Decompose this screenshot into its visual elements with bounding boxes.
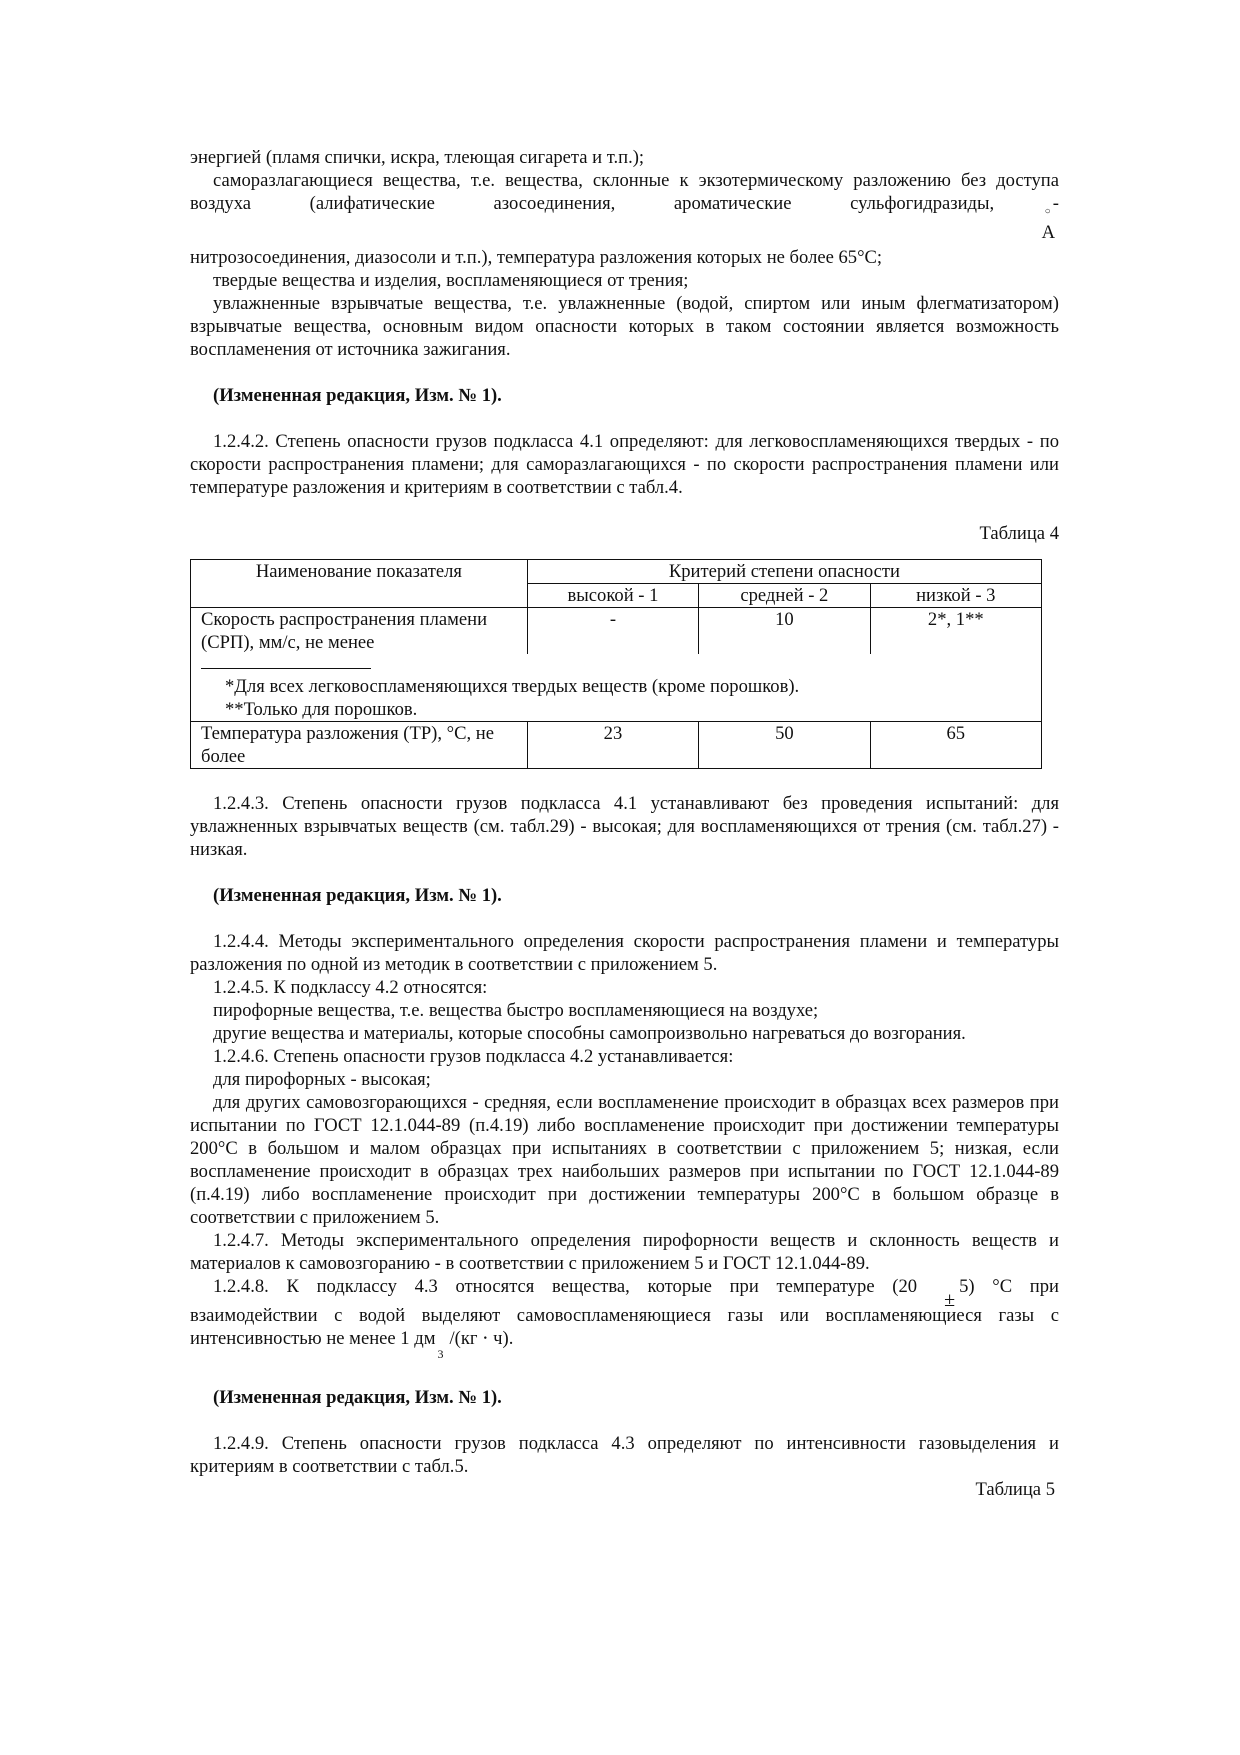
paragraph: увлажненные взрывчатые вещества, т.е. увлажненные (водой, спиртом или иным флегматизатором) взрывчатые вещества, основным видом опасности которых в таком состоянии является возможность воспламенения от источника зажигания.	[190, 293, 1059, 360]
table-header-mid: средней - 2	[699, 584, 870, 608]
table-row-name: Температура разложения (ТР), °С, не более	[191, 722, 528, 769]
table-header-low: низкой - 3	[870, 584, 1041, 608]
paragraph: для других самовозгорающихся - средняя, если воспламенение происходит в образцах всех размеров при испытании по ГОСТ 12.1.044-89 (п.4.19) либо воспламенение происходит при достижении температуры 200°С в большом и малом образцах при испытаниях в соответствии с приложением 5; низкая, если воспламенение происходит в образцах трех наибольших размеров при испытании по ГОСТ 12.1.044-89 (п.4.19) либо воспламенение происходит при достижении температуры 200°С в большом образце в соответствии с приложением 5.	[190, 1092, 1059, 1228]
table-row-name: Скорость распространения пламени (СРП), мм/с, не менее	[191, 608, 528, 655]
footnote: **Только для порошков.	[225, 699, 418, 720]
paragraph: 1.2.4.2. Степень опасности грузов подкласса 4.1 определяют: для легковоспламеняющихся твердых - по скорости распространения пламени; для саморазлагающихся - по скорости распространения пламени или температуре разложения и критериям в соответствии с табл.4.	[190, 431, 1059, 498]
footnote: *Для всех легковоспламеняющихся твердых веществ (кроме порошков).	[225, 676, 800, 697]
paragraph	[190, 1275, 1059, 1311]
table-cell: 10	[699, 608, 870, 655]
table-header-high: высокой - 1	[527, 584, 698, 608]
paragraph: 1.2.4.9. Степень опасности грузов подкласса 4.3 определяют по интенсивности газовыделения и критериям в соответствии с табл.5.	[190, 1433, 1059, 1477]
ring-mark: ○	[1044, 206, 1051, 217]
table-footnotes	[191, 654, 1042, 722]
paragraph-text: 1.2.4.8. К подклассу 4.3 относятся вещества, которые при температуре (20	[213, 1276, 918, 1297]
paragraph: 1.2.4.5. К подклассу 4.2 относятся:	[213, 977, 488, 998]
paragraph: 1.2.4.3. Степень опасности грузов подкласса 4.1 устанавливают без проведения испытаний: для увлажненных взрывчатых веществ (см. табл.29) - высокая; для воспламеняющихся от трения (см. табл.27) - низкая.	[190, 793, 1059, 860]
table-cell: 23	[527, 722, 698, 769]
footnote-divider	[201, 654, 371, 669]
paragraph: другие вещества и материалы, которые способны самопроизвольно нагреваться до возгорания.	[213, 1023, 966, 1044]
table-4	[190, 559, 1042, 769]
paragraph-text: 5) °С при	[959, 1276, 1059, 1297]
table-cell: 65	[870, 722, 1041, 769]
paragraph-text: саморазлагающиеся вещества, т.е. вещества, склонные к экзотермическому разложению без доступа воздуха (алифатические азосоединения, ароматические сульфогидразиды,	[190, 170, 1059, 214]
ring-a-symbol	[190, 206, 1059, 244]
paragraph: 1.2.4.7. Методы экспериментального определения пирофорности веществ и склонность веществ и материалов к самовозгоранию - в соответствии с приложением 5 и ГОСТ 12.1.044-89.	[190, 1230, 1059, 1274]
amendment-note: (Измененная редакция, Изм. № 1).	[213, 1387, 502, 1408]
paragraph: нитрозосоединения, диазосоли и т.п.), температура разложения которых не более 65°С;	[190, 247, 883, 268]
letter-a: A	[1041, 222, 1055, 243]
table-caption: Таблица 4	[979, 523, 1059, 544]
paragraph: 1.2.4.6. Степень опасности грузов подкласса 4.2 устанавливается:	[213, 1046, 734, 1067]
paragraph: энергией (пламя спички, искра, тлеющая сигарета и т.п.);	[190, 147, 645, 168]
paragraph-text: взаимодействии с водой выделяют самовоспламеняющиеся газы или воспламеняющиеся газы с интенсивностью не менее 1 дм	[190, 1305, 1059, 1349]
cubic-exponent: 3	[437, 1347, 444, 1361]
paragraph: пирофорные вещества, т.е. вещества быстро воспламеняющиеся на воздухе;	[213, 1000, 819, 1021]
paragraph	[190, 169, 1059, 215]
amendment-note: (Измененная редакция, Изм. № 1).	[213, 385, 502, 406]
amendment-note: (Измененная редакция, Изм. № 1).	[213, 885, 502, 906]
table-header-name: Наименование показателя	[191, 560, 528, 608]
paragraph-text: /(кг ⋅ ч).	[449, 1328, 514, 1349]
document-page	[190, 146, 1059, 1501]
table-caption: Таблица 5	[975, 1479, 1055, 1500]
paragraph: твердые вещества и изделия, воспламеняющиеся от трения;	[213, 270, 689, 291]
paragraph: для пирофорных - высокая;	[213, 1069, 431, 1090]
plus-minus-symbol: ±	[944, 1289, 956, 1311]
table-cell: -	[527, 608, 698, 655]
dash-symbol: -	[1052, 193, 1059, 214]
table-cell: 2*, 1**	[870, 608, 1041, 655]
table-header-criterion: Критерий степени опасности	[527, 560, 1041, 584]
paragraph: 1.2.4.4. Методы экспериментального определения скорости распространения пламени и температуры разложения по одной из методик в соответствии с приложением 5.	[190, 931, 1059, 975]
table-cell: 50	[699, 722, 870, 769]
